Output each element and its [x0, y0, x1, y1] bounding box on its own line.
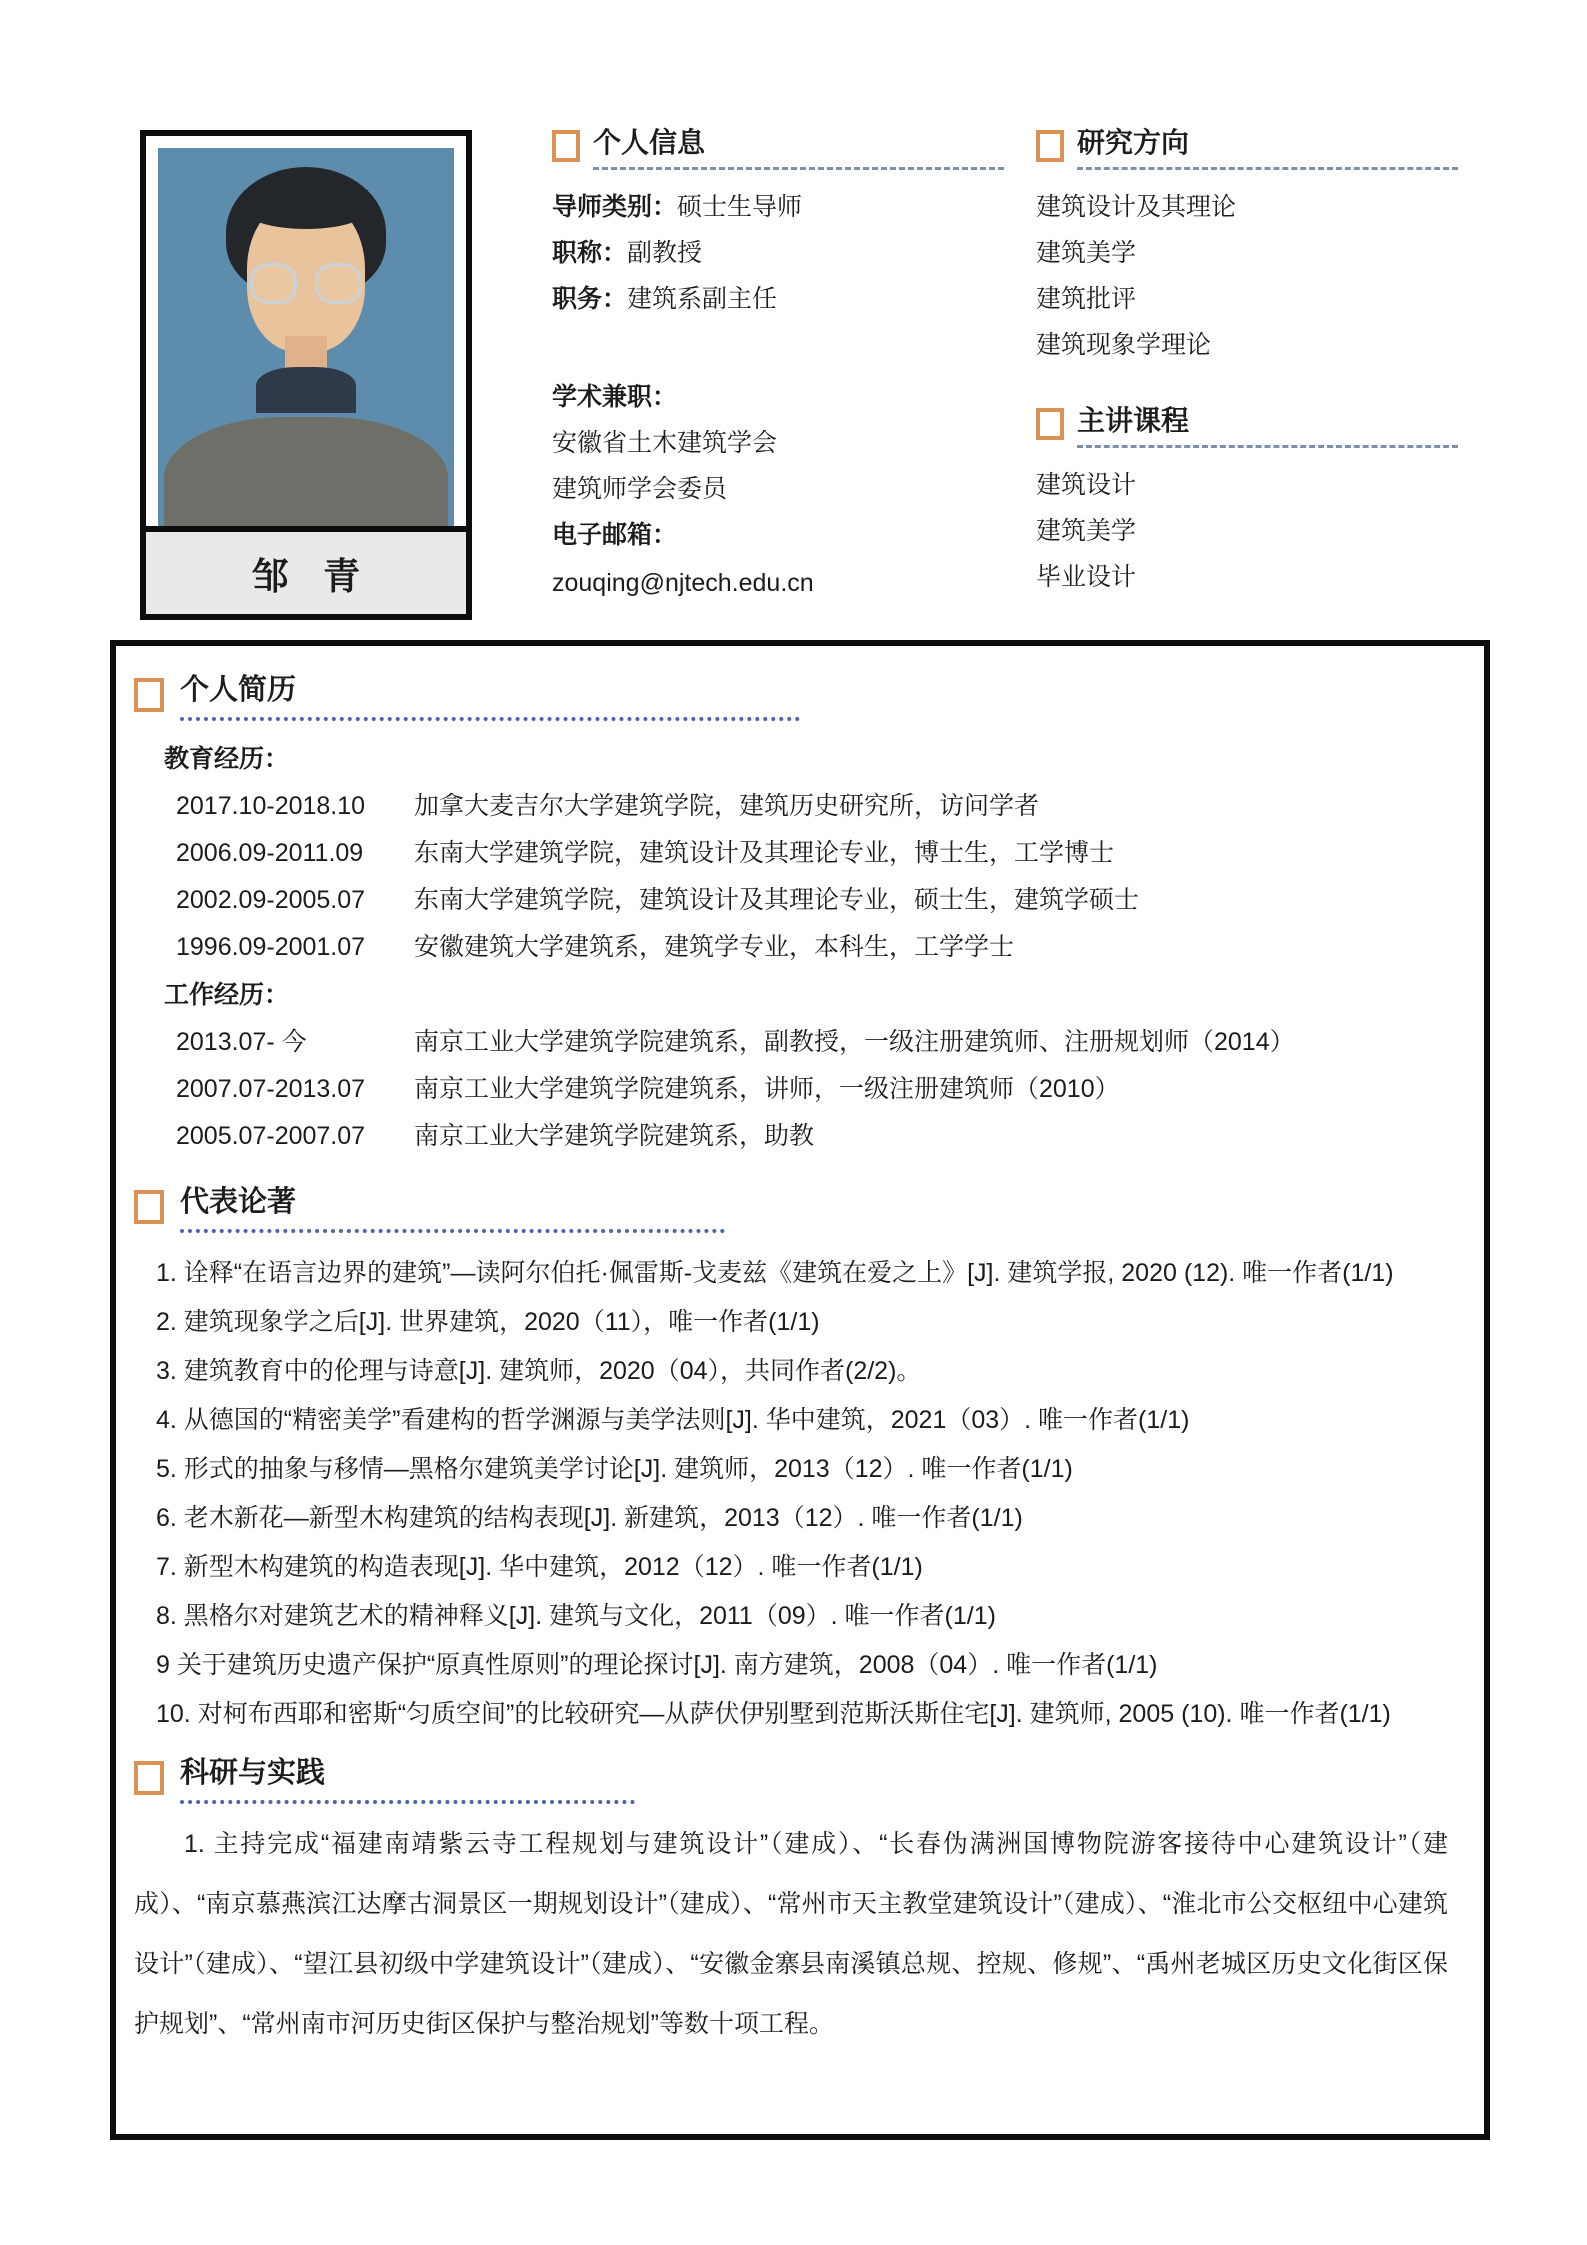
- work-label: 工作经历：: [164, 981, 290, 1009]
- photo-glasses-right: [315, 263, 362, 304]
- section-marker-icon: [552, 130, 580, 162]
- work-period: 2005.07-2007.07: [176, 1122, 366, 1150]
- personal-info-header: [552, 126, 1004, 170]
- research-title: 研究方向: [1077, 126, 1458, 170]
- position-label: 职务：: [552, 285, 628, 313]
- personal-info-section: [552, 126, 1004, 608]
- mentor-type-row: [552, 184, 1004, 230]
- publication-item: 3. 建筑教育中的伦理与诗意[J]. 建筑师，2020（04），共同作者(2/2)。: [156, 1357, 922, 1385]
- photo-glasses-left: [250, 263, 297, 304]
- research-item: 建筑美学: [1036, 239, 1137, 267]
- academic-post-item: 安徽省土木建筑学会: [552, 429, 778, 457]
- work-period: 2013.07- 今: [176, 1028, 307, 1056]
- education-detail: 安徽建筑大学建筑系，建筑学专业，本科生，工学学士: [414, 933, 1015, 961]
- photo-fringe-shape: [244, 190, 368, 228]
- research-courses-section: [1036, 126, 1458, 600]
- work-detail: 南京工业大学建筑学院建筑系，助教: [414, 1122, 815, 1150]
- publication-item: 6. 老木新花—新型木构建筑的结构表现[J]. 新建筑，2013（12）. 唯一作者(1/1): [156, 1504, 1023, 1532]
- education-detail: 东南大学建筑学院，建筑设计及其理论专业，博士生，工学博士: [414, 839, 1115, 867]
- publications-section-header: [134, 1184, 1448, 1233]
- work-row: [176, 1019, 1448, 1066]
- publication-item: 10. 对柯布西耶和密斯“匀质空间”的比较研究—从萨伏伊别墅到范斯沃斯住宅[J]. 建筑师, 2005 (10). 唯一作者(1/1): [156, 1700, 1391, 1728]
- publication-item: 8. 黑格尔对建筑艺术的精神释义[J]. 建筑与文化，2011（09）. 唯一作者(1/1): [156, 1602, 996, 1630]
- courses-title: 主讲课程: [1077, 404, 1458, 448]
- publication-item: 4. 从德国的“精密美学”看建构的哲学渊源与美学法则[J]. 华中建筑，2021（03）. 唯一作者(1/1): [156, 1406, 1190, 1434]
- personal-info-title: 个人信息: [593, 126, 1004, 170]
- practice-section-header: [134, 1755, 1448, 1804]
- work-detail: 南京工业大学建筑学院建筑系，讲师，一级注册建筑师（2010）: [414, 1075, 1120, 1103]
- title-row: [552, 230, 1004, 276]
- publication-item: 1. 诠释“在语言边界的建筑”—读阿尔伯托·佩雷斯-戈麦兹《建筑在爱之上》[J]. 建筑学报, 2020 (12). 唯一作者(1/1): [156, 1259, 1394, 1287]
- work-row: [176, 1066, 1448, 1113]
- education-row: [176, 783, 1448, 830]
- publication-item: 7. 新型木构建筑的构造表现[J]. 华中建筑，2012（12）. 唯一作者(1/1): [156, 1553, 923, 1581]
- work-period: 2007.07-2013.07: [176, 1075, 366, 1103]
- practice-title: 科研与实践: [180, 1755, 635, 1804]
- education-row: [176, 924, 1448, 971]
- publication-item: 5. 形式的抽象与移情—黑格尔建筑美学讨论[J]. 建筑师，2013（12）. 唯一作者(1/1): [156, 1455, 1073, 1483]
- profile-photo: [158, 148, 454, 532]
- profile-name: 邹 青: [146, 526, 466, 614]
- education-period: 1996.09-2001.07: [176, 933, 366, 961]
- section-marker-icon: [134, 1190, 164, 1224]
- work-row: [176, 1113, 1448, 1160]
- publication-item: 9 关于建筑历史遗产保护“原真性原则”的理论探讨[J]. 南方建筑，2008（04）. 唯一作者(1/1): [156, 1651, 1158, 1679]
- resume-main-box: [110, 640, 1490, 2140]
- section-marker-icon: [134, 1761, 164, 1795]
- research-item: 建筑设计及其理论: [1036, 193, 1237, 221]
- education-detail: 加拿大麦吉尔大学建筑学院，建筑历史研究所，访问学者: [414, 792, 1040, 820]
- email-value: zouqing@njtech.edu.cn: [552, 569, 814, 597]
- education-row: [176, 830, 1448, 877]
- academic-post-item: 建筑师学会委员: [552, 475, 728, 503]
- section-marker-icon: [1036, 408, 1064, 440]
- academic-posts-label: 学术兼职：: [552, 383, 678, 411]
- research-header: [1036, 126, 1458, 170]
- section-marker-icon: [1036, 130, 1064, 162]
- mentor-type-value: 硕士生导师: [677, 193, 803, 221]
- education-period: 2002.09-2005.07: [176, 886, 366, 914]
- mentor-type-label: 导师类别：: [552, 193, 678, 221]
- education-period: 2006.09-2011.09: [176, 839, 364, 867]
- research-item: 建筑现象学理论: [1036, 331, 1212, 359]
- practice-paragraph: 1. 主持完成“福建南靖紫云寺工程规划与建筑设计”（建成）、“长春伪满洲国博物院游客接待中心建筑设计”（建成）、“南京慕燕滨江达摩古洞景区一期规划设计”（建成）、“常州市天主教堂建筑设计”（建成）、“淮北市公交枢纽中心建筑设计”（建成）、“望江县初级中学建筑设计”（建成）、“安徽金寨县南溪镇总规、控规、修规”、“禹州老城区历史文化街区保护规划”、“常州南市河历史街区保护与整治规划”等数十项工程。: [134, 1830, 1448, 2038]
- resume-title: 个人简历: [180, 672, 800, 721]
- profile-photo-card: [140, 130, 472, 620]
- position-value: 建筑系副主任: [627, 285, 778, 313]
- education-row: [176, 877, 1448, 924]
- title-value: 副教授: [627, 239, 703, 267]
- email-label: 电子邮箱：: [552, 521, 678, 549]
- title-label: 职称：: [552, 239, 628, 267]
- course-item: 建筑设计: [1036, 471, 1137, 499]
- education-period: 2017.10-2018.10: [176, 792, 366, 820]
- courses-header: [1036, 404, 1458, 448]
- research-item: 建筑批评: [1036, 285, 1137, 313]
- position-row: [552, 276, 1004, 322]
- section-marker-icon: [134, 678, 164, 712]
- course-item: 建筑美学: [1036, 517, 1137, 545]
- publication-item: 2. 建筑现象学之后[J]. 世界建筑，2020（11），唯一作者(1/1): [156, 1308, 820, 1336]
- photo-collar-shape: [256, 367, 357, 413]
- publications-title: 代表论著: [180, 1184, 725, 1233]
- photo-jacket-shape: [164, 417, 448, 532]
- work-detail: 南京工业大学建筑学院建筑系，副教授，一级注册建筑师、注册规划师（2014）: [414, 1028, 1295, 1056]
- resume-section-header: [134, 672, 1448, 721]
- education-label: 教育经历：: [164, 745, 290, 773]
- publications-list: [156, 1249, 1448, 1739]
- course-item: 毕业设计: [1036, 563, 1137, 591]
- education-detail: 东南大学建筑学院，建筑设计及其理论专业，硕士生，建筑学硕士: [414, 886, 1140, 914]
